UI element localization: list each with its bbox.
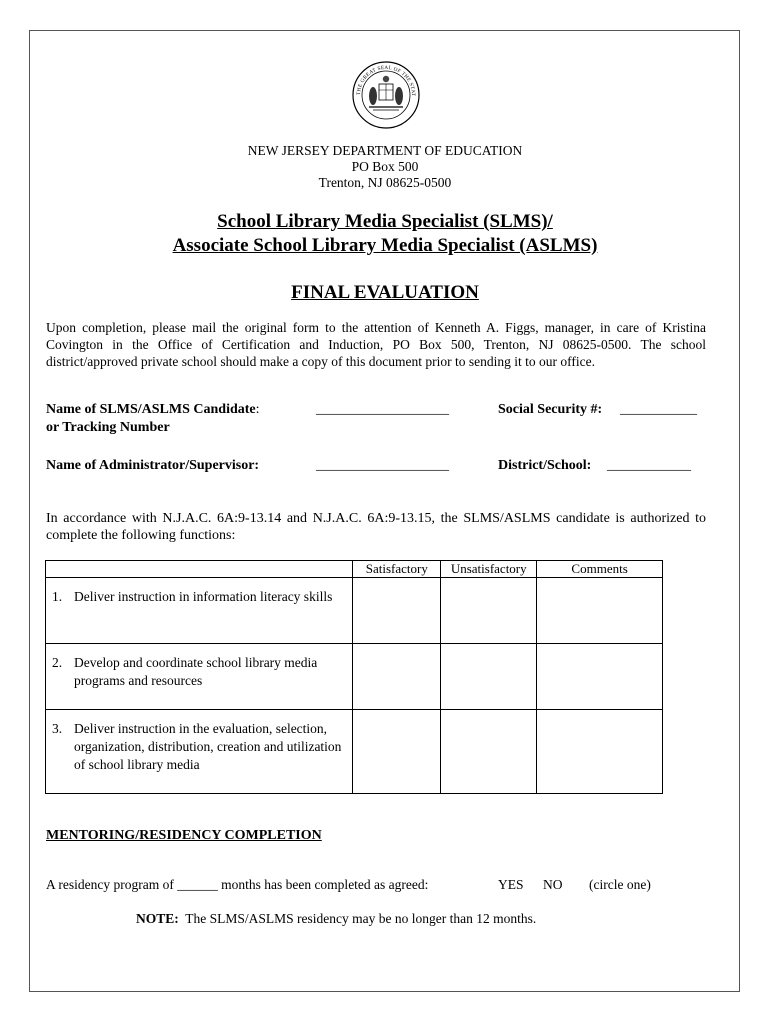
final-evaluation-heading: FINAL EVALUATION	[291, 282, 479, 303]
state-seal-icon	[351, 60, 421, 130]
table-row	[46, 710, 663, 794]
yes-option[interactable]: YES	[498, 877, 524, 892]
administrator-label: Name of Administrator/Supervisor:	[46, 458, 260, 473]
candidate-name-label	[46, 402, 260, 418]
function-text: Deliver instruction in the evaluation, selection, organization, distribution, creation and utilization of school library media	[74, 721, 342, 772]
comments-cell[interactable]	[537, 710, 663, 794]
unsatisfactory-cell[interactable]	[441, 644, 537, 710]
function-number: 1.	[52, 589, 63, 604]
function-cell	[46, 710, 353, 794]
ssn-field[interactable]: ___________	[620, 402, 697, 417]
note-label: NOTE:	[136, 911, 179, 926]
circle-one-hint: (circle one)	[589, 877, 651, 892]
department-name: NEW JERSEY DEPARTMENT OF EDUCATION	[247, 143, 523, 158]
candidate-name-field[interactable]: ___________________	[316, 402, 449, 417]
candidate-label-text: Name of SLMS/ASLMS Candidate	[46, 402, 256, 417]
seal-text: THE GREAT SEAL OF THE STAT	[355, 64, 417, 97]
agency-address	[0, 143, 770, 191]
function-header-cell	[46, 561, 353, 578]
title-line-2: Associate School Library Media Specialist (ASLMS)	[172, 235, 598, 256]
function-number: 2.	[52, 655, 63, 670]
mentoring-heading: MENTORING/RESIDENCY COMPLETION	[46, 828, 322, 843]
satisfactory-header: Satisfactory	[353, 561, 441, 578]
table-header-row	[46, 561, 663, 578]
function-cell	[46, 644, 353, 710]
administrator-field[interactable]: ___________________	[316, 458, 449, 473]
mailing-instructions: Upon completion, please mail the original form to the attention of Kenneth A. Figgs, manager, in care of Kristina Covington in the Office of Certification and Induction, PO Box 500, Trenton, NJ 08625-0500. The school district/approved private school should make a copy of this document prior to sending it to our office.	[46, 320, 706, 369]
unsatisfactory-cell[interactable]	[441, 578, 537, 644]
function-number: 3.	[52, 721, 63, 736]
satisfactory-cell[interactable]	[353, 644, 441, 710]
comments-cell[interactable]	[537, 578, 663, 644]
accordance-statement: In accordance with N.J.A.C. 6A:9-13.14 and N.J.A.C. 6A:9-13.15, the SLMS/ASLMS candidate is authorized to complete the following functions:	[46, 511, 706, 543]
table-row	[46, 644, 663, 710]
satisfactory-cell[interactable]	[353, 710, 441, 794]
satisfactory-cell[interactable]	[353, 578, 441, 644]
po-box: PO Box 500	[351, 159, 419, 174]
unsatisfactory-header: Unsatisfactory	[441, 561, 537, 578]
table-row	[46, 578, 663, 644]
function-cell	[46, 578, 353, 644]
function-text: Deliver instruction in information literacy skills	[74, 589, 333, 604]
residency-statement: A residency program of ______ months has been completed as agreed:	[46, 877, 429, 892]
form-title	[0, 210, 770, 258]
residency-note	[136, 911, 536, 927]
comments-header: Comments	[537, 561, 663, 578]
function-text: Develop and coordinate school library media programs and resources	[74, 655, 318, 688]
unsatisfactory-cell[interactable]	[441, 710, 537, 794]
district-school-field[interactable]: ____________	[607, 458, 691, 473]
tracking-number-label: or Tracking Number	[46, 420, 170, 435]
note-text: The SLMS/ASLMS residency may be no longer than 12 months.	[185, 911, 537, 926]
no-option[interactable]: NO	[543, 877, 563, 892]
city-state-zip: Trenton, NJ 08625-0500	[318, 175, 452, 190]
evaluation-table	[45, 560, 663, 794]
candidate-label-colon: :	[255, 402, 260, 417]
title-line-1: School Library Media Specialist (SLMS)/	[217, 211, 553, 232]
comments-cell[interactable]	[537, 644, 663, 710]
district-school-label: District/School:	[498, 458, 592, 473]
ssn-label: Social Security #:	[498, 402, 603, 417]
